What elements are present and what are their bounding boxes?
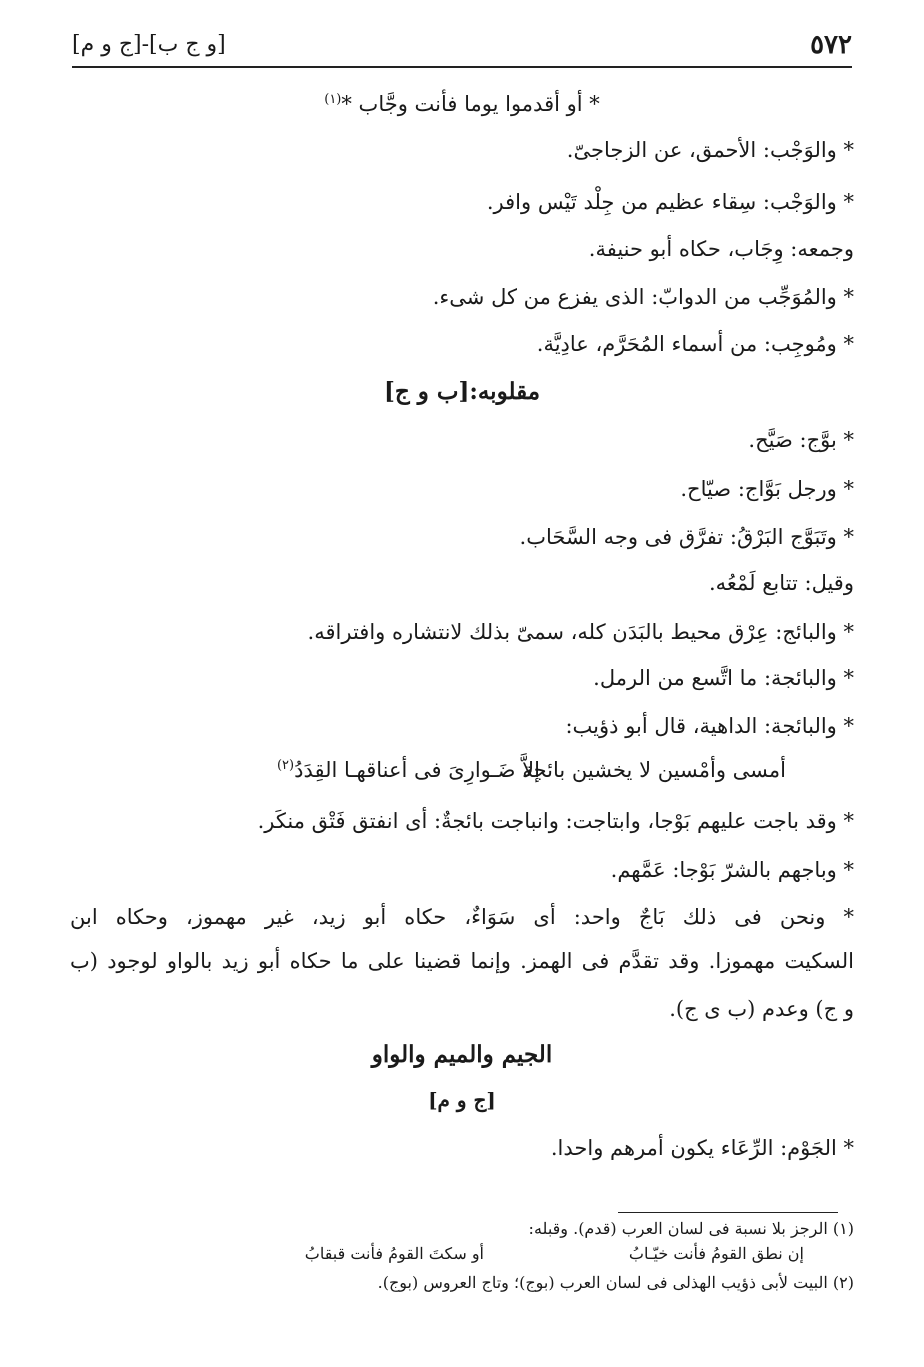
entry-rajul-bawwaj: * ورجل بَوَّاج: صيّاح.	[680, 477, 854, 501]
footnote-1: (١) الرجز بلا نسبة فى لسان العرب (قدم). وقبله:	[528, 1219, 854, 1238]
entry-wajb-fool: * والوَجْب: الأحمق، عن الزجاجىّ.	[566, 138, 854, 162]
running-title: [و ج ب]-[ج و م]	[72, 32, 226, 57]
entry-mujib: * ومُوجِب: من أسماء المُحَرَّم، عادِيَّة.	[536, 332, 854, 356]
footnote-ref-2: (٢)	[276, 758, 295, 773]
footnote-1-verse-b: أو سكتَ القومُ فأنت قبقابُ	[304, 1244, 484, 1263]
verse-second-hemistich: إلاَّ ضَـوارِىَ فى أعناقهـا القِدَدُ$^{(٢)}$	[276, 758, 540, 782]
entry-bawwaj: * بوَّج: صَيَّح.	[748, 428, 854, 452]
entry-baija-sand: * والبائجة: ما اتَّسع من الرمل.	[593, 666, 854, 690]
page-header	[72, 28, 852, 64]
paragraph-baj-line2: السكيت مهموزا. وقد تقدَّم فى الهمز. وإنما قضينا على ما حكاه أبو زيد بالواو لوجود (ب	[70, 949, 854, 973]
entry-bajat: * وقد باجت عليهم بَوْجا، وابتاجت: وانباجت بائجةٌ: أى انفتق فَتْق منكَر.	[257, 809, 854, 833]
entry-bajahum: * وباجهم بالشرّ بَوْجا: عَمَّهم.	[610, 858, 854, 882]
footnote-1-verse-a: إن نطق القومُ فأنت خيّـابُ	[628, 1244, 804, 1263]
entry-qila: وقيل: تتابع لَمْعُه.	[708, 571, 854, 595]
entry-plural: وجمعه: وِجَاب، حكاه أبو حنيفة.	[588, 237, 854, 261]
section-heading-bwj: مقلوبه:[ب و ج]	[383, 378, 541, 405]
section-heading-jwm: [ج و م]	[428, 1088, 496, 1112]
header-rule	[72, 66, 852, 68]
rajaz-line: * أو أقدموا يوما فأنت وجَّاب *$^{(١)}$	[324, 92, 600, 116]
footnote-rule	[618, 1212, 838, 1213]
footnote-2: (٢) البيت لأبى ذؤيب الهذلى فى لسان العرب (بوج)؛ وتاج العروس (بوج).	[377, 1273, 854, 1292]
footnote-ref-1: (١)	[324, 92, 342, 107]
chapter-heading-jmw: الجيم والميم والواو	[371, 1041, 553, 1068]
verse-first-hemistich: أمسى وأمْسين لا يخشين بائجة	[522, 758, 786, 782]
entry-baija-calamity: * والبائجة: الداهية، قال أبو ذؤيب:	[565, 714, 854, 738]
page-number: ٥٧٢	[810, 30, 852, 60]
paragraph-baj-line3: و ج) وعدم (ب ى ج).	[669, 997, 854, 1021]
entry-muwajjib: * والمُوَجِّب من الدوابّ: الذى يفزع من كل شىء.	[432, 285, 854, 309]
entry-jawm: * الجَوْم: الرِّعَاء يكون أمرهم واحدا.	[550, 1136, 854, 1160]
entry-wajb-skin: * والوَجْب: سِقاء عظيم من جِلْد تَيْس وافر.	[486, 190, 854, 214]
paragraph-baj-line1: * ونحن فى ذلك بَاجٌ واحد: أى سَوَاءٌ، حكاه أبو زيد، غير مهموز، وحكاه ابن	[70, 905, 854, 929]
entry-baij: * والبائج: عِرْق محيط بالبَدَن كله، سمىّ بذلك لانتشاره وافتراقه.	[307, 620, 854, 644]
entry-tabawwaj: * وتَبَوَّج البَرْقُ: تفرَّق فى وجه السَّحَاب.	[519, 525, 854, 549]
